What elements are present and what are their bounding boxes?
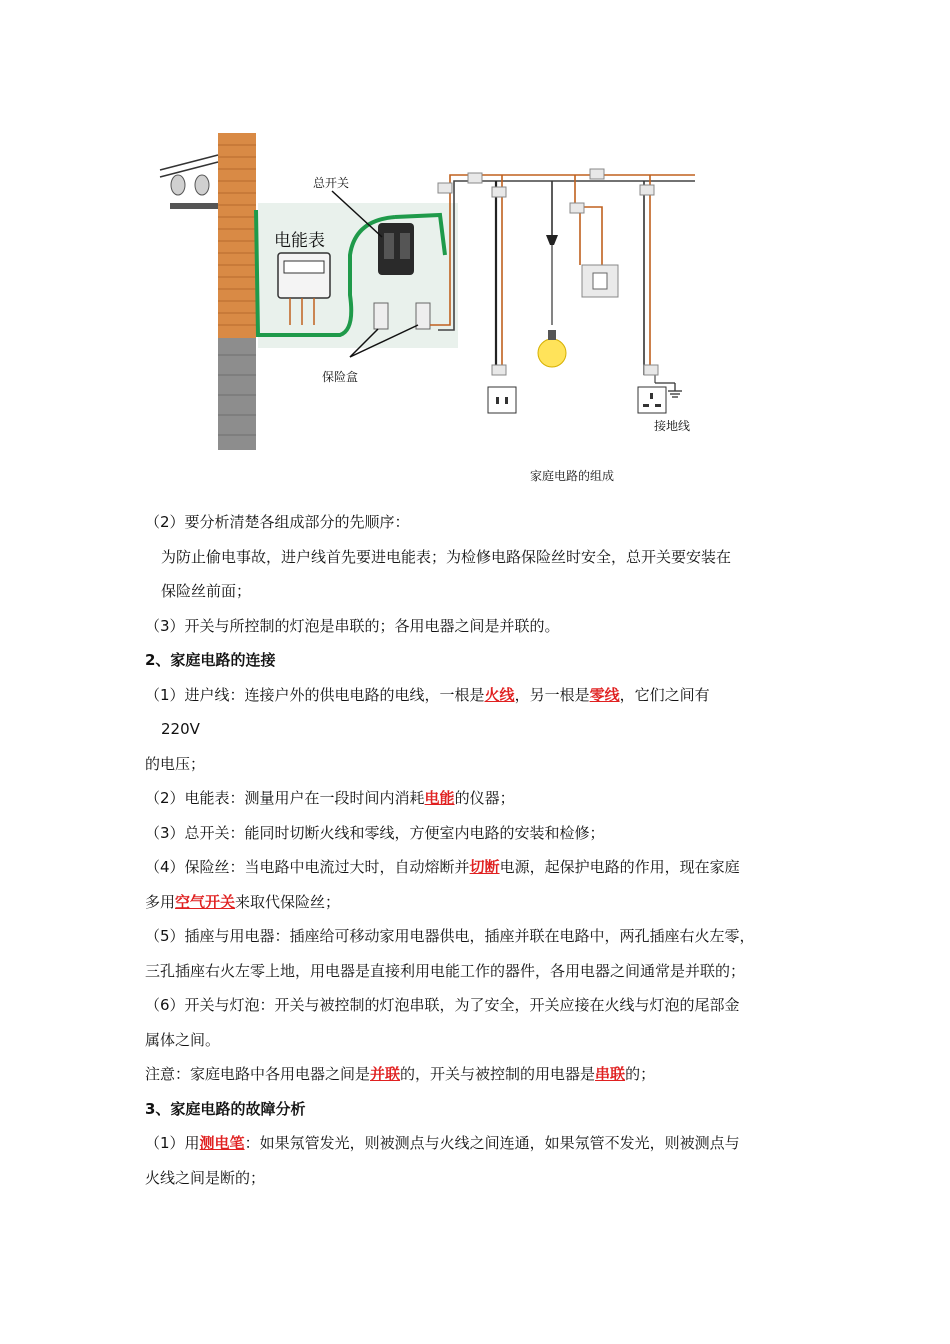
- text-line: [145, 678, 815, 713]
- text-run: （2）电能表：测量用户在一段时间内消耗: [145, 789, 425, 807]
- section-heading: [145, 643, 815, 678]
- text-run: 保险丝前面；: [161, 582, 252, 600]
- circuit-diagram: [150, 125, 710, 495]
- text-run: ，它们之间有: [619, 685, 710, 704]
- text-line: [145, 1126, 815, 1161]
- text-run: （1）进户线：连接户外的供电电路的电线，一根是: [145, 685, 485, 704]
- document-body: [145, 505, 815, 1195]
- text-run: （6）开关与灯泡：开关与被控制的灯泡串联，为了安全，开关应接在火线与灯泡的尾部金: [145, 996, 740, 1014]
- household-circuit-figure: [150, 125, 710, 495]
- two-hole-socket: [488, 387, 516, 413]
- text-line: [145, 712, 815, 747]
- fuse-box-label: 保险盒: [322, 370, 359, 384]
- text-run: 多用: [145, 892, 176, 911]
- text-line: [145, 505, 815, 540]
- text-line: [145, 609, 815, 644]
- text-line: [145, 816, 815, 851]
- text-run: ，另一根是: [514, 685, 590, 704]
- text-run: （5）插座与用电器：插座给可移动家用电器供电，插座并联在电路中，两孔插座右火左零，: [145, 927, 755, 945]
- ground-wire-label: 接地线: [654, 419, 691, 433]
- text-line: [145, 954, 815, 989]
- main-switch-label: 总开关: [313, 176, 350, 190]
- text-run: 2、家庭电路的连接: [145, 651, 276, 669]
- fuse-right: [416, 303, 430, 329]
- text-run: 三孔插座右火左零上地，用电器是直接利用电能工作的器件，各用电器之间通常是并联的；: [145, 961, 746, 980]
- three-hole-socket: [638, 387, 666, 413]
- highlighted-term: 电能: [424, 789, 455, 807]
- text-run: 的；: [625, 1065, 656, 1083]
- text-run: 为防止偷电事故，进户线首先要进电能表；为检修电路保险丝时安全，总开关要安装在: [161, 547, 732, 566]
- insulators: [160, 155, 218, 209]
- text-run: （1）用: [145, 1134, 200, 1152]
- figure-caption: 家庭电路的组成: [530, 469, 615, 483]
- text-line: [145, 850, 815, 885]
- meter-body: [278, 253, 330, 298]
- text-line: [145, 988, 815, 1023]
- text-line: [145, 1057, 815, 1092]
- text-line: [145, 1023, 815, 1058]
- text-run: ：如果氖管发光，则被测点与火线之间连通，如果氖管不发光，则被测点与: [244, 1134, 740, 1152]
- meter-label: 电能表: [274, 231, 325, 251]
- text-line: [145, 919, 815, 954]
- highlighted-term: 切断: [469, 858, 500, 876]
- text-run: 的电压；: [145, 754, 206, 773]
- text-run: 3、家庭电路的故障分析: [145, 1099, 306, 1118]
- lamp-holder: [546, 235, 558, 245]
- meter-display: [284, 261, 324, 273]
- text-run: 来取代保险丝；: [235, 892, 341, 911]
- light-bulb: [538, 339, 566, 367]
- text-line: [145, 1161, 815, 1196]
- text-run: 火线之间是断的；: [145, 1168, 266, 1187]
- text-line: [145, 885, 815, 920]
- highlighted-term: 并联: [370, 1065, 401, 1083]
- text-run: 属体之间。: [145, 1030, 221, 1049]
- fuse-left: [374, 303, 388, 329]
- text-run: 注意：家庭电路中各用电器之间是: [145, 1065, 371, 1083]
- text-run: 电源，起保护电路的作用，现在家庭: [499, 858, 740, 876]
- highlighted-term: 火线: [484, 685, 515, 704]
- text-run: （4）保险丝：当电路中电流过大时，自动熔断并: [145, 858, 470, 876]
- text-line: [145, 540, 815, 575]
- highlighted-term: 串联: [595, 1065, 626, 1083]
- text-line: [145, 747, 815, 782]
- text-run: （2）要分析清楚各组成部分的先顺序：: [145, 513, 410, 531]
- highlighted-term: 测电笔: [199, 1134, 245, 1152]
- text-run: 的，开关与被控制的用电器是: [400, 1065, 596, 1083]
- text-line: [145, 781, 815, 816]
- brick-wall: [218, 133, 256, 338]
- text-run: （3）总开关：能同时切断火线和零线，方便室内电路的安装和检修；: [145, 823, 605, 842]
- text-line: [145, 574, 815, 609]
- highlighted-term: 零线: [589, 685, 620, 704]
- text-run: 220V: [161, 720, 200, 738]
- text-run: （3）开关与所控制的灯泡是串联的；各用电器之间是并联的。: [145, 616, 560, 635]
- highlighted-term: 空气开关: [175, 892, 236, 911]
- text-run: 的仪器；: [454, 789, 515, 807]
- section-heading: [145, 1092, 815, 1127]
